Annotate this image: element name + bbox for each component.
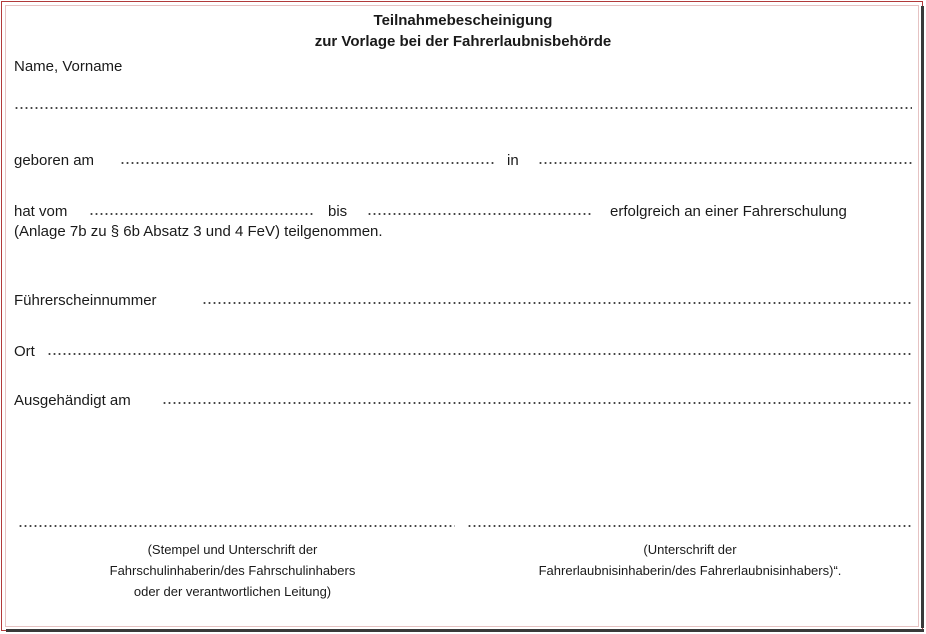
ausgehaendigt-label: Ausgehändigt am	[14, 392, 131, 409]
hat-vom-label: hat vom	[14, 203, 68, 220]
geboren-label: geboren am	[14, 152, 95, 169]
left-signature-line[interactable]	[18, 524, 455, 528]
frame-inner-border	[5, 5, 919, 627]
left-caption-line: (Stempel und Unterschrift der	[147, 542, 318, 557]
birthplace-field[interactable]	[538, 161, 912, 165]
to-date-field[interactable]	[367, 212, 592, 216]
right-signature-caption	[480, 539, 900, 581]
shadow-bottom	[6, 629, 924, 632]
certificate-title: Teilnahmebescheinigung	[373, 12, 553, 29]
name-label: Name, Vorname	[14, 58, 123, 75]
anlage-text: (Anlage 7b zu § 6b Absatz 3 und 4 FeV) teilgenommen.	[14, 223, 383, 240]
right-signature-line[interactable]	[467, 524, 913, 528]
from-date-field[interactable]	[89, 212, 314, 216]
certificate-subtitle: zur Vorlage bei der Fahrerlaubnisbehörde	[314, 33, 612, 50]
erfolgreich-text: erfolgreich an einer Fahrerschulung	[610, 203, 847, 220]
name-field[interactable]	[14, 106, 912, 110]
right-caption-line: Fahrerlaubnisinhaberin/des Fahrerlaubnisinhabers)“.	[538, 563, 842, 578]
left-signature-caption	[30, 539, 435, 602]
certificate-frame	[1, 1, 923, 631]
shadow-right	[921, 6, 924, 628]
place-field[interactable]	[47, 352, 912, 356]
left-caption-line: oder der verantwortlichen Leitung)	[133, 584, 332, 599]
left-caption-line: Fahrschulinhaberin/des Fahrschulinhabers	[109, 563, 356, 578]
ort-label: Ort	[14, 343, 35, 360]
issue-date-field[interactable]	[162, 401, 912, 405]
in-label: in	[507, 152, 519, 169]
birthdate-field[interactable]	[120, 161, 494, 165]
fuehrerschein-label: Führerscheinnummer	[14, 292, 157, 309]
license-number-field[interactable]	[202, 301, 912, 305]
right-caption-line: (Unterschrift der	[643, 542, 737, 557]
bis-label: bis	[328, 203, 348, 220]
